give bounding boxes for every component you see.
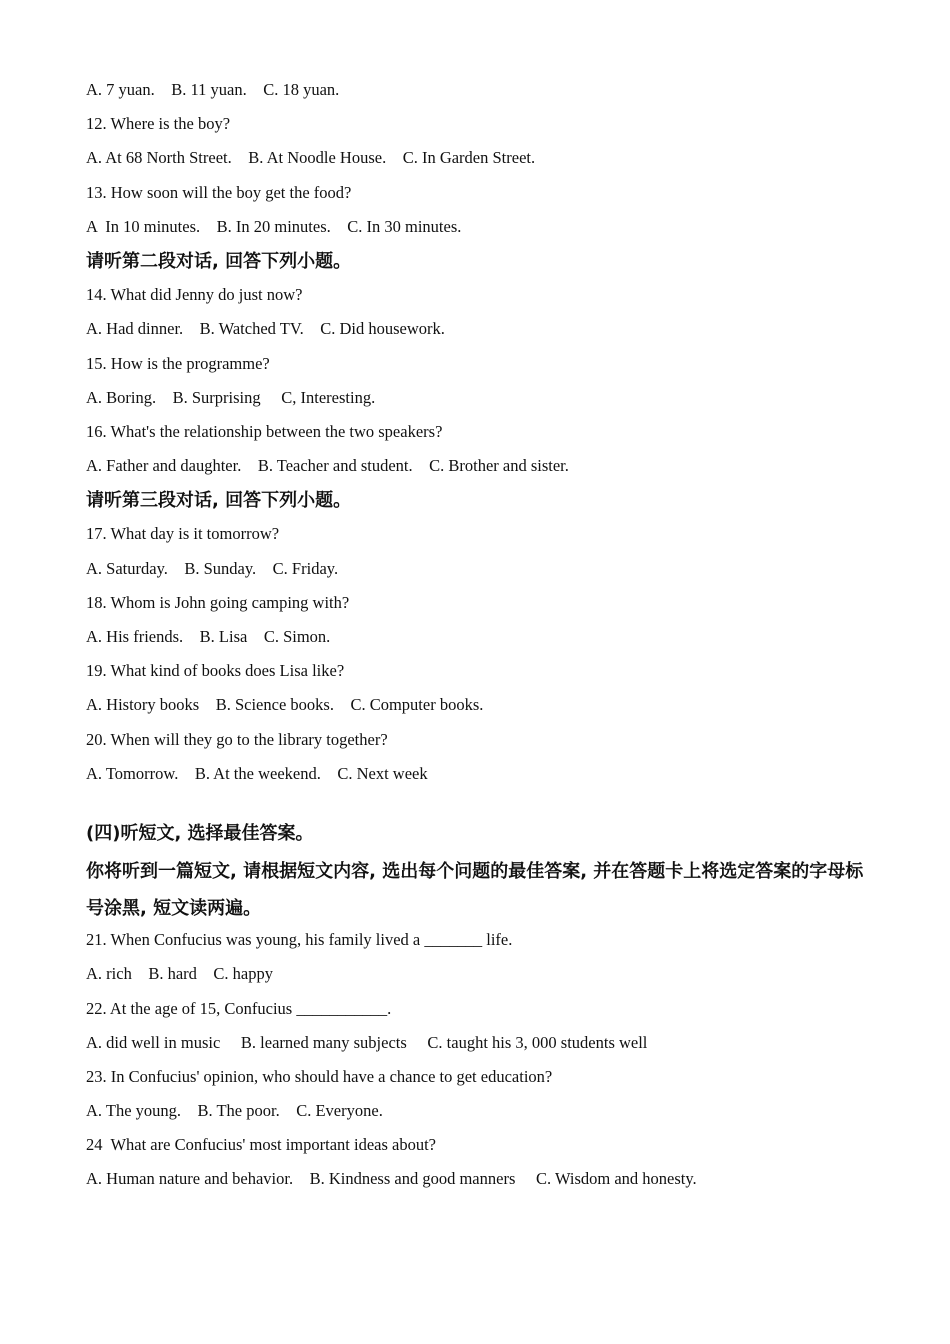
- q23-question: 23. In Confucius' opinion, who should have a chance to get education?: [86, 1066, 553, 1086]
- q24-options: A. Human nature and behavior. B. Kindness and good manners C. Wisdom and honesty.: [86, 1169, 697, 1189]
- q20-options: A. Tomorrow. B. At the weekend. C. Next week: [86, 763, 428, 783]
- q12-question: 12. Where is the boy?: [86, 114, 231, 134]
- q16-question: 16. What's the relationship between the two speakers?: [86, 421, 443, 441]
- section4-title: (四)听短文, 选择最佳答案。: [86, 822, 314, 844]
- q22-options: A. did well in music B. learned many subjects C. taught his 3, 000 students well: [86, 1032, 648, 1052]
- q16-options: A. Father and daughter. B. Teacher and student. C. Brother and sister.: [86, 456, 569, 476]
- section4-instructions: 你将听到一篇短文, 请根据短文内容, 选出每个问题的最佳答案, 并在答题卡上将选定答案的字母标号涂黑, 短文读两遍。: [86, 861, 864, 920]
- q13-options: A In 10 minutes. B. In 20 minutes. C. In 30 minutes.: [86, 216, 462, 236]
- q15-options: A. Boring. B. Surprising C, Interesting.: [86, 387, 376, 407]
- q18-options: A. His friends. B. Lisa C. Simon.: [86, 627, 331, 646]
- q21-options: A. rich B. hard C. happy: [86, 964, 273, 984]
- q24-question: 24 What are Confucius' most important ideas about?: [86, 1135, 437, 1155]
- q13-question: 13. How soon will the boy get the food?: [86, 182, 352, 202]
- exam-page: [86, 77, 886, 1201]
- q15-question: 15. How is the programme?: [86, 353, 270, 373]
- q17-options: A. Saturday. B. Sunday. C. Friday.: [86, 558, 339, 578]
- q23-options: A. The young. B. The poor. C. Everyone.: [86, 1101, 383, 1121]
- q11-options: A. 7 yuan. B. 11 yuan. C. 18 yuan.: [86, 80, 340, 99]
- q22-question: 22. At the age of 15, Confucius ___________.: [86, 998, 392, 1018]
- q12-options: A. At 68 North Street. B. At Noodle House. C. In Garden Street.: [86, 148, 536, 168]
- q20-question: 20. When will they go to the library together?: [86, 729, 388, 749]
- dialogue3-heading: 请听第三段对话, 回答下列小题。: [86, 490, 352, 512]
- q21-question: 21. When Confucius was young, his family lived a _______ life.: [86, 930, 513, 950]
- dialogue2-heading: 请听第二段对话, 回答下列小题。: [86, 250, 352, 272]
- q19-options: A. History books B. Science books. C. Computer books.: [86, 695, 484, 715]
- q17-question: 17. What day is it tomorrow?: [86, 524, 280, 544]
- q19-question: 19. What kind of books does Lisa like?: [86, 661, 345, 681]
- q14-question: 14. What did Jenny do just now?: [86, 285, 303, 305]
- section-gap: [86, 795, 886, 820]
- q14-options: A. Had dinner. B. Watched TV. C. Did housework.: [86, 319, 445, 339]
- q18-question: 18. Whom is John going camping with?: [86, 592, 350, 612]
